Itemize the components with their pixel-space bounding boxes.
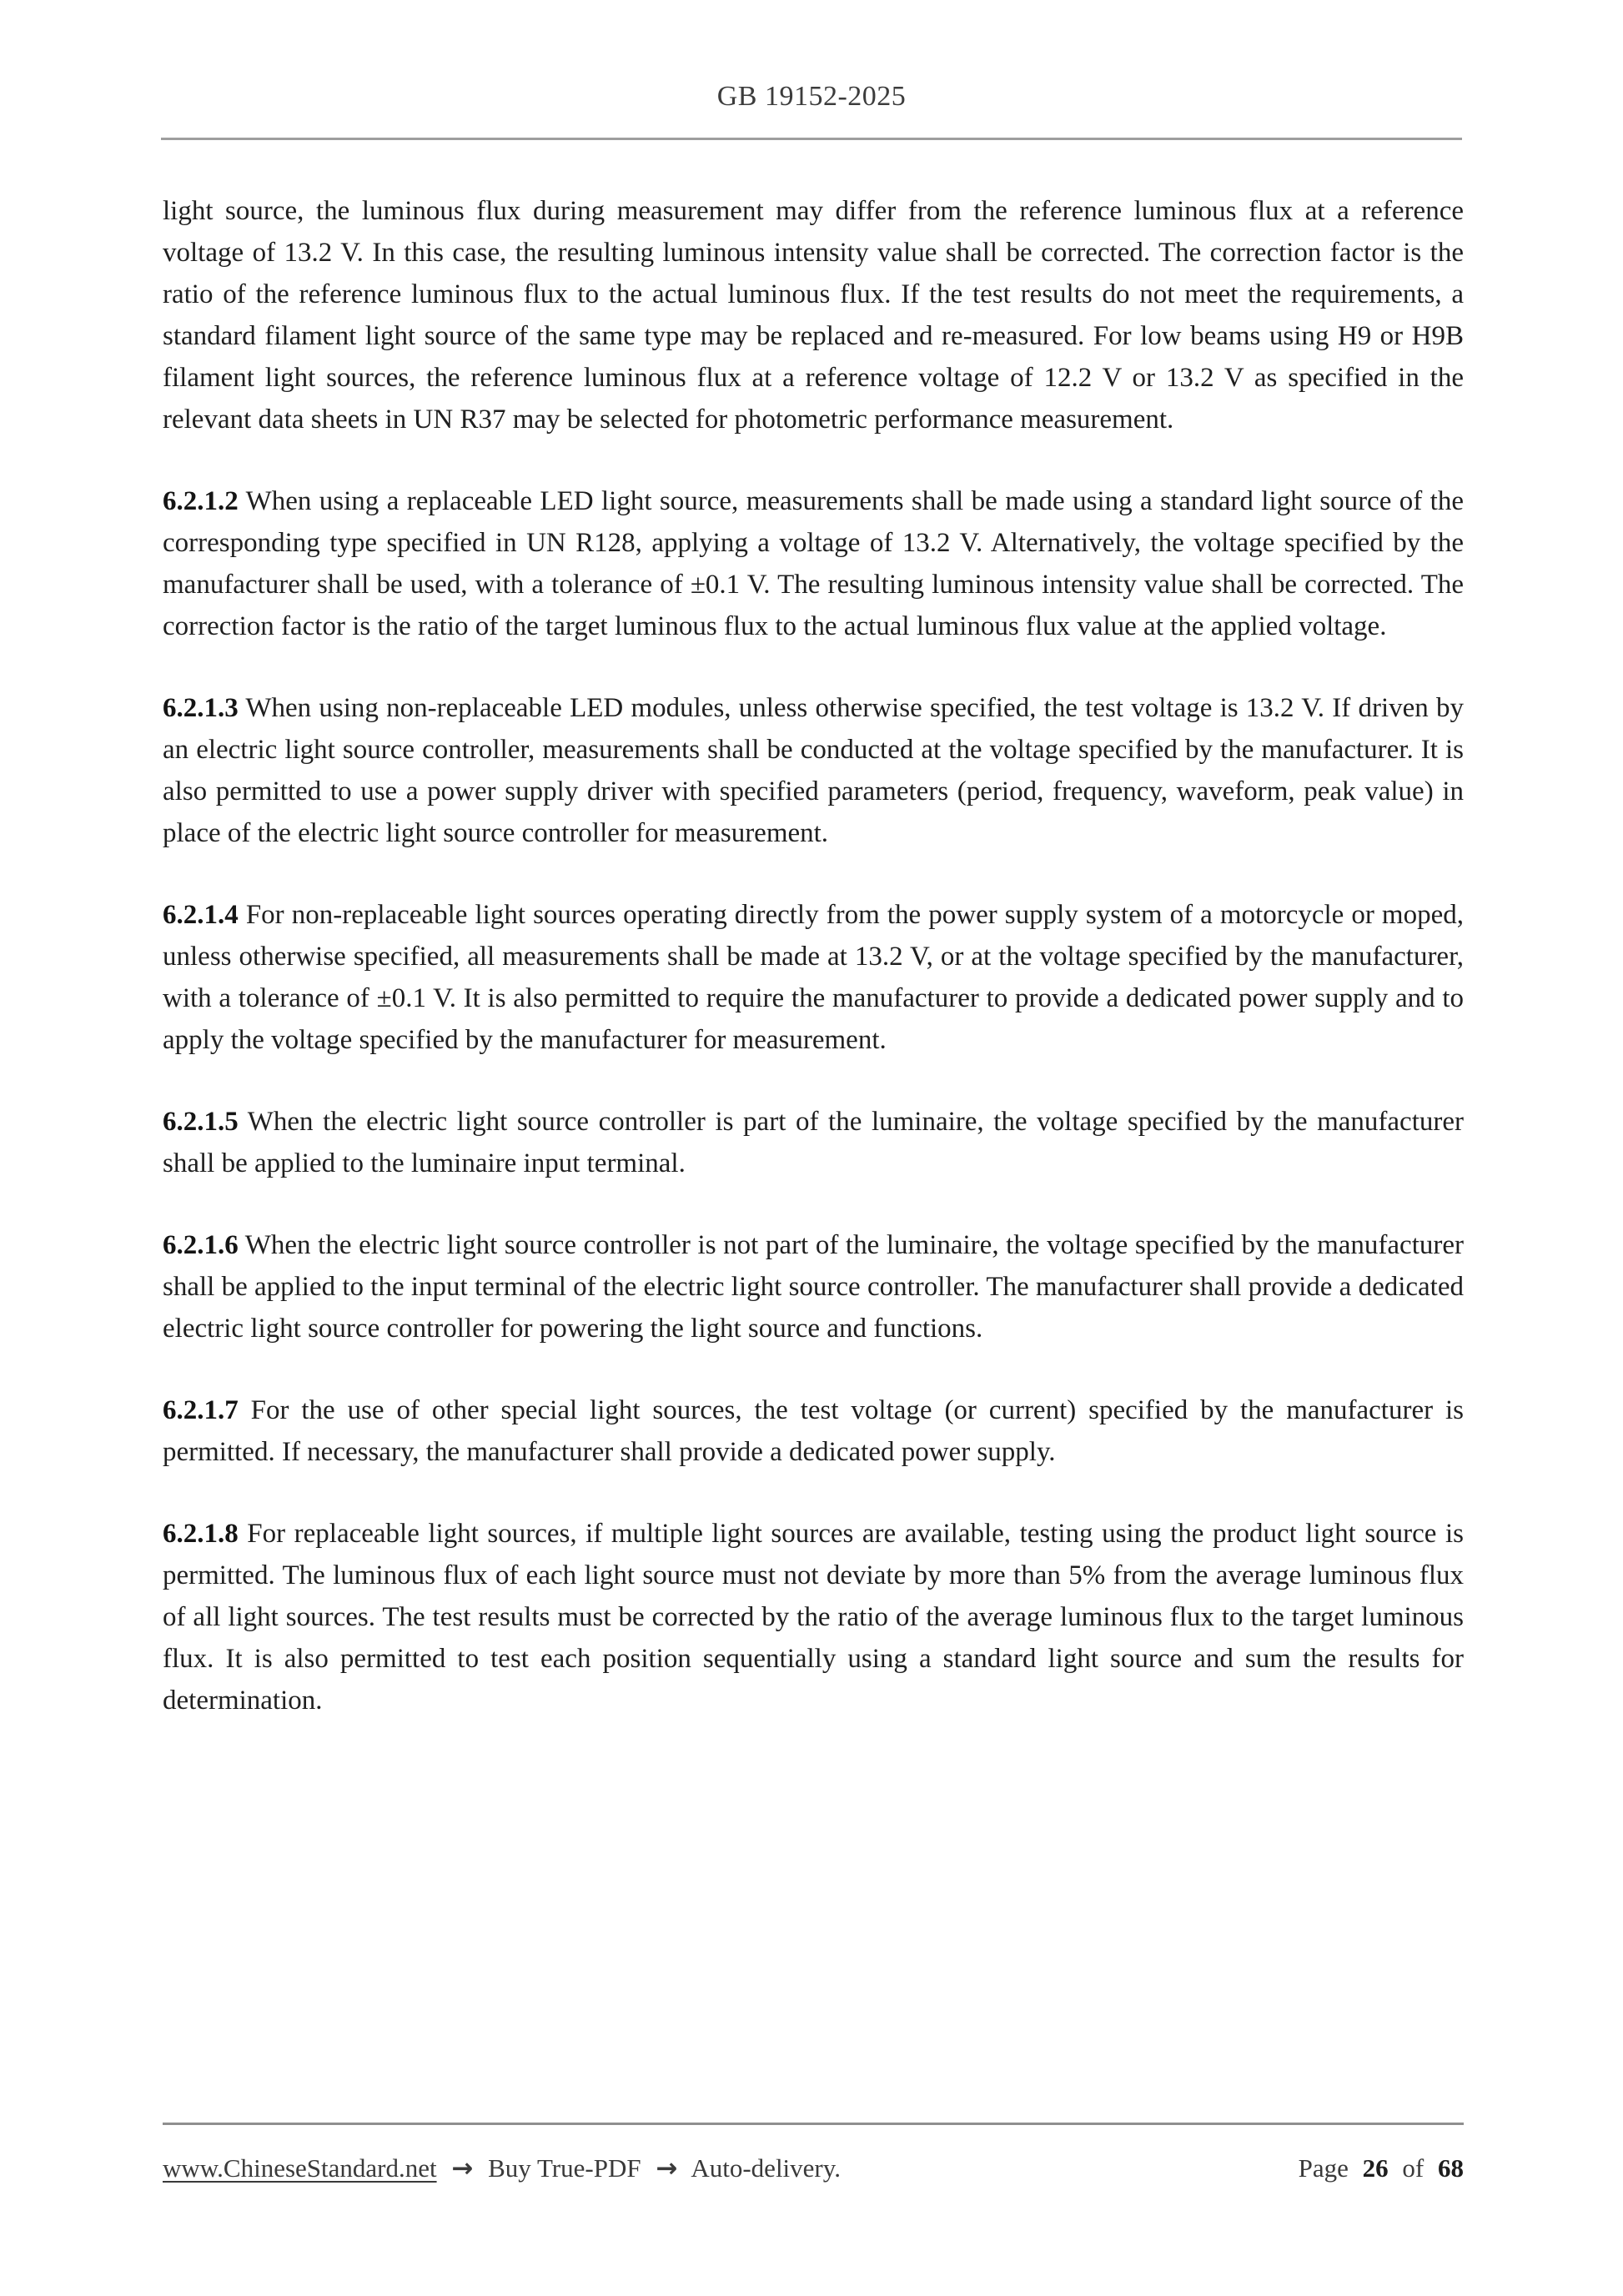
page-current: 26 <box>1362 2153 1389 2183</box>
clause-number: 6.2.1.5 <box>163 1106 239 1137</box>
body-paragraph <box>163 190 1464 440</box>
page-total: 68 <box>1438 2153 1464 2183</box>
paragraph-text: For replaceable light sources, if multiple light sources are available, testing using the product light source is permitted. The luminous flux of each light source must not deviate by more than 5% from the average luminous flux of all light sources. The test results must be corrected by the ratio of the average luminous flux to the target luminous flux. It is also permitted to test each position sequentially using a standard light source and sum the results for determination. <box>163 1518 1464 1716</box>
header-divider <box>161 138 1462 140</box>
page-footer <box>163 2123 1464 2183</box>
right-arrow-icon: → <box>656 2153 678 2183</box>
clause-number: 6.2.1.2 <box>163 485 239 516</box>
paragraph-text: light source, the luminous flux during measurement may differ from the reference luminous flux at a reference voltage of 13.2 V. In this case, the resulting luminous intensity value shall be corrected. The correction factor is the ratio of the reference luminous flux to the actual luminous flux. If the test results do not meet the requirements, a standard filament light source of the same type may be replaced and re-measured. For low beams using H9 or H9B filament light sources, the reference luminous flux at a reference voltage of 12.2 V or 13.2 V as specified in the relevant data sheets in UN R37 may be selected for photometric performance measurement. <box>163 195 1464 435</box>
body-paragraph <box>163 1513 1464 1721</box>
body-paragraph <box>163 1224 1464 1349</box>
paragraph-text: When using non-replaceable LED modules, unless otherwise specified, the test voltage is 13.2 V. If driven by an electric light source controller, measurements shall be conducted at the voltage specified by the manufacturer. It is also permitted to use a power supply driver with specified parameters (period, frequency, waveform, peak value) in place of the electric light source controller for measurement. <box>163 692 1464 848</box>
paragraph-text: For the use of other special light sources, the test voltage (or current) specified by the manufacturer is permitted. If necessary, the manufacturer shall provide a dedicated power supply. <box>163 1394 1465 1467</box>
body-paragraph <box>163 1101 1464 1184</box>
clause-number: 6.2.1.4 <box>163 899 239 930</box>
clause-number: 6.2.1.7 <box>163 1394 239 1425</box>
page-of-label: of <box>1402 2153 1425 2183</box>
body-paragraph <box>163 1389 1464 1473</box>
clause-number: 6.2.1.6 <box>163 1229 239 1260</box>
paragraph-text: When using a replaceable LED light source, measurements shall be made using a standard light source of the corresponding type specified in UN R128, applying a voltage of 13.2 V. Alternatively, the voltage specified by the manufacturer shall be used, with a tolerance of ±0.1 V. The resulting luminous intensity value shall be corrected. The correction factor is the ratio of the target luminous flux to the actual luminous flux value at the applied voltage. <box>163 485 1464 641</box>
paragraph-text: When the electric light source controller is part of the luminaire, the voltage specified by the manufacturer shall be applied to the luminaire input terminal. <box>163 1106 1465 1178</box>
footer-divider <box>163 2123 1464 2125</box>
footer-action-delivery: Auto-delivery. <box>691 2153 841 2183</box>
clause-number: 6.2.1.3 <box>163 692 239 723</box>
document-body <box>163 190 1464 1721</box>
website-link[interactable]: www.ChineseStandard.net <box>163 2153 437 2183</box>
body-paragraph <box>163 687 1464 854</box>
paragraph-text: For non-replaceable light sources operating directly from the power supply system of a motorcycle or moped, unless otherwise specified, all measurements shall be made at 13.2 V, or at the voltage specified by the manufacturer, with a tolerance of ±0.1 V. It is also permitted to require the manufacturer to provide a dedicated power supply and to apply the voltage specified by the manufacturer for measurement. <box>163 899 1464 1055</box>
right-arrow-icon: → <box>451 2153 474 2183</box>
standard-code: GB 19152-2025 <box>716 81 907 112</box>
clause-number: 6.2.1.8 <box>163 1518 239 1549</box>
page-label: Page <box>1298 2153 1349 2183</box>
page-indicator <box>1291 2153 1464 2183</box>
body-paragraph <box>163 894 1464 1061</box>
body-paragraph <box>163 480 1464 647</box>
footer-promo <box>163 2153 849 2183</box>
paragraph-text: When the electric light source controller is not part of the luminaire, the voltage specified by the manufacturer shall be applied to the input terminal of the electric light source controller. The manufacturer shall provide a dedicated electric light source controller for powering the light source and functions. <box>163 1229 1464 1344</box>
footer-action-buy: Buy True-PDF <box>488 2153 641 2183</box>
page-header <box>0 0 1623 140</box>
